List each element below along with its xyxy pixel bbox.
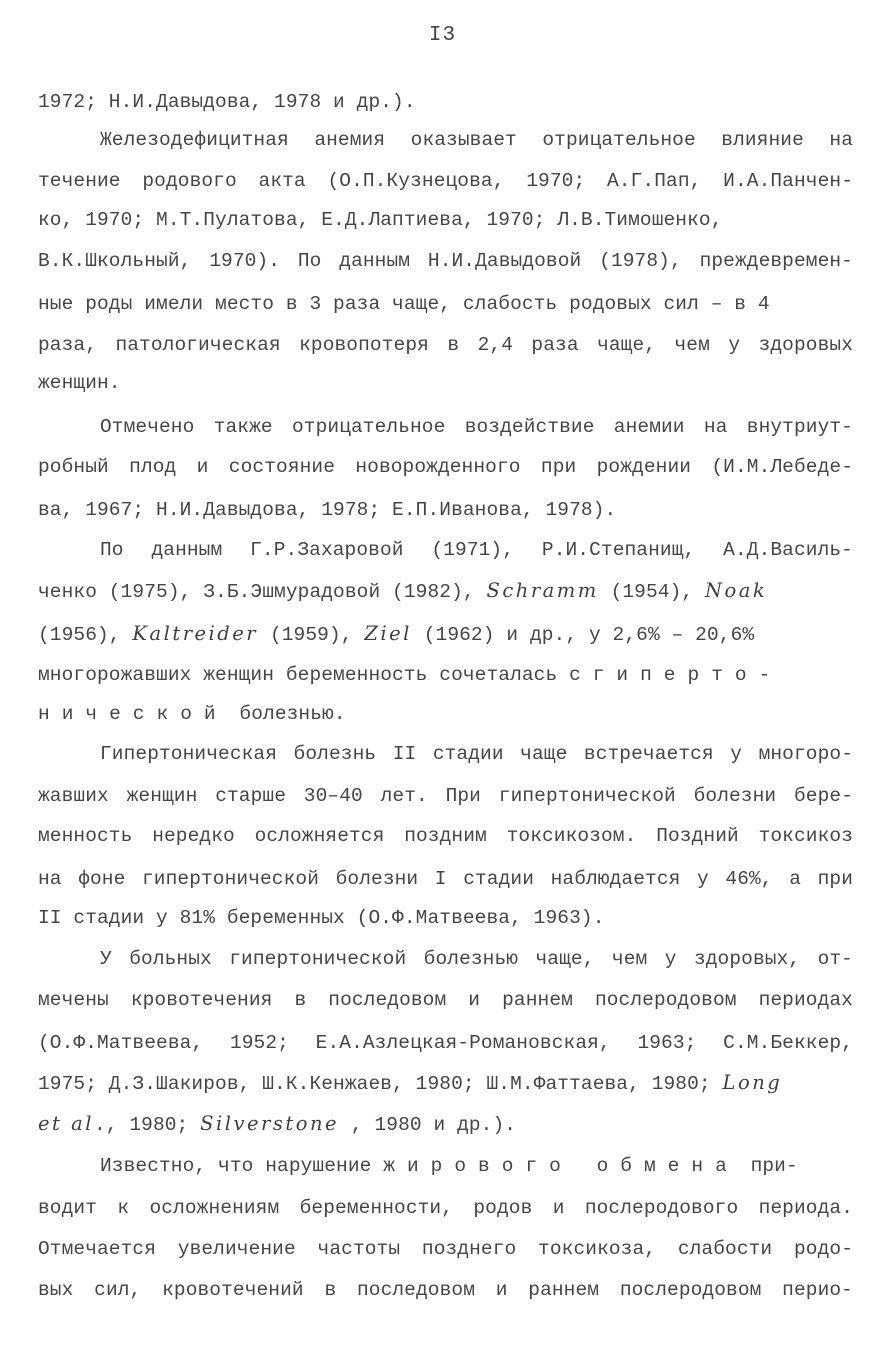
- text-line: ченко (1975), З.Б.Эшмурадовой (1982), Schramm (1954), Noak: [38, 579, 768, 603]
- text-line: женщин.: [38, 372, 121, 394]
- text-line: II стадии у 81% беременных (О.Ф.Матвеева, 1963).: [38, 907, 605, 929]
- text-line: (О.Ф.Матвеева, 1952; Е.А.Азлецкая-Романовская, 1963; С.М.Беккер,: [38, 1032, 853, 1054]
- text-line: на фоне гипертонической болезни I стадии наблюдается у 46%, а при: [38, 868, 853, 890]
- text-line: У больных гипертонической болезнью чаще, чем у здоровых, от-: [100, 948, 853, 970]
- text-line: (1956), Kaltreider (1959), Ziel (1962) и др., у 2,6% – 20,6%: [38, 622, 755, 646]
- text-line: ва, 1967; Н.И.Давыдова, 1978; Е.П.Иванова, 1978).: [38, 499, 617, 521]
- text-line: нической болезнью.: [38, 703, 346, 725]
- text-line: Отмечается увеличение частоты позднего токсикоза, слабости родо-: [38, 1238, 853, 1260]
- text-line: ные роды имели место в 3 раза чаще, слабость родовых сил – в 4: [38, 293, 770, 315]
- text-line: ко, 1970; М.Т.Пулатова, Е.Д.Лаптиева, 1970; Л.В.Тимошенко,: [38, 209, 723, 231]
- page-number: I3: [428, 24, 457, 47]
- spaced-emphasis: гиперто-: [592, 664, 783, 686]
- handwritten-author: et al: [38, 1112, 94, 1135]
- text-line: водит к осложнениям беременности, родов и послеродового периода.: [38, 1197, 853, 1219]
- text-line: робный плод и состояние новорожденного при рождении (И.М.Лебеде-: [38, 456, 853, 478]
- text-line: раза, патологическая кровопотеря в 2,4 раза чаще, чем у здоровых: [38, 334, 853, 356]
- handwritten-author: Schramm: [486, 579, 599, 602]
- handwritten-author: Kaltreider: [132, 622, 259, 645]
- text-line: Известно, что нарушение жирового обмена при-: [100, 1155, 798, 1177]
- text-line: 1975; Д.З.Шакиров, Ш.К.Кенжаев, 1980; Ш.М.Фаттаева, 1980; Long: [38, 1071, 783, 1095]
- text-line: В.К.Школьный, 1970). По данным Н.И.Давыдовой (1978), преждевремен-: [38, 250, 853, 272]
- text-line: Гипертоническая болезнь II стадии чаще встречается у многоро-: [100, 743, 853, 765]
- text-line: менность нередко осложняется поздним токсикозом. Поздний токсикоз: [38, 825, 853, 847]
- text-line: течение родового акта (О.П.Кузнецова, 1970; А.Г.Пап, И.А.Панчен-: [38, 170, 853, 192]
- spaced-emphasis: жирового обмена: [383, 1155, 739, 1177]
- text-line: мечены кровотечения в последовом и раннем послеродовом периодах: [38, 989, 853, 1011]
- text-line: et al., 1980; Silverstone , 1980 и др.).: [38, 1112, 517, 1136]
- text-line: многорожавших женщин беременность сочеталась с гиперто-: [38, 664, 783, 686]
- handwritten-author: Noak: [704, 579, 768, 602]
- text-line: Железодефицитная анемия оказывает отрицательное влияние на: [100, 129, 853, 151]
- text-line: По данным Г.Р.Захаровой (1971), Р.И.Степанищ, А.Д.Василь-: [100, 539, 853, 561]
- text-line: 1972; Н.И.Давыдова, 1978 и др.).: [38, 91, 416, 113]
- handwritten-author: Silverstone: [200, 1112, 340, 1135]
- text-line: Отмечено также отрицательное воздействие анемии на внутриут-: [100, 416, 853, 438]
- handwritten-author: Long: [722, 1071, 783, 1094]
- text-line: вых сил, кровотечений в последовом и раннем послеродовом перио-: [38, 1279, 853, 1301]
- handwritten-author: Ziel: [364, 622, 412, 645]
- spaced-emphasis: нической: [38, 703, 228, 725]
- text-line: жавших женщин старше 30–40 лет. При гипертонической болезни бере-: [38, 785, 853, 807]
